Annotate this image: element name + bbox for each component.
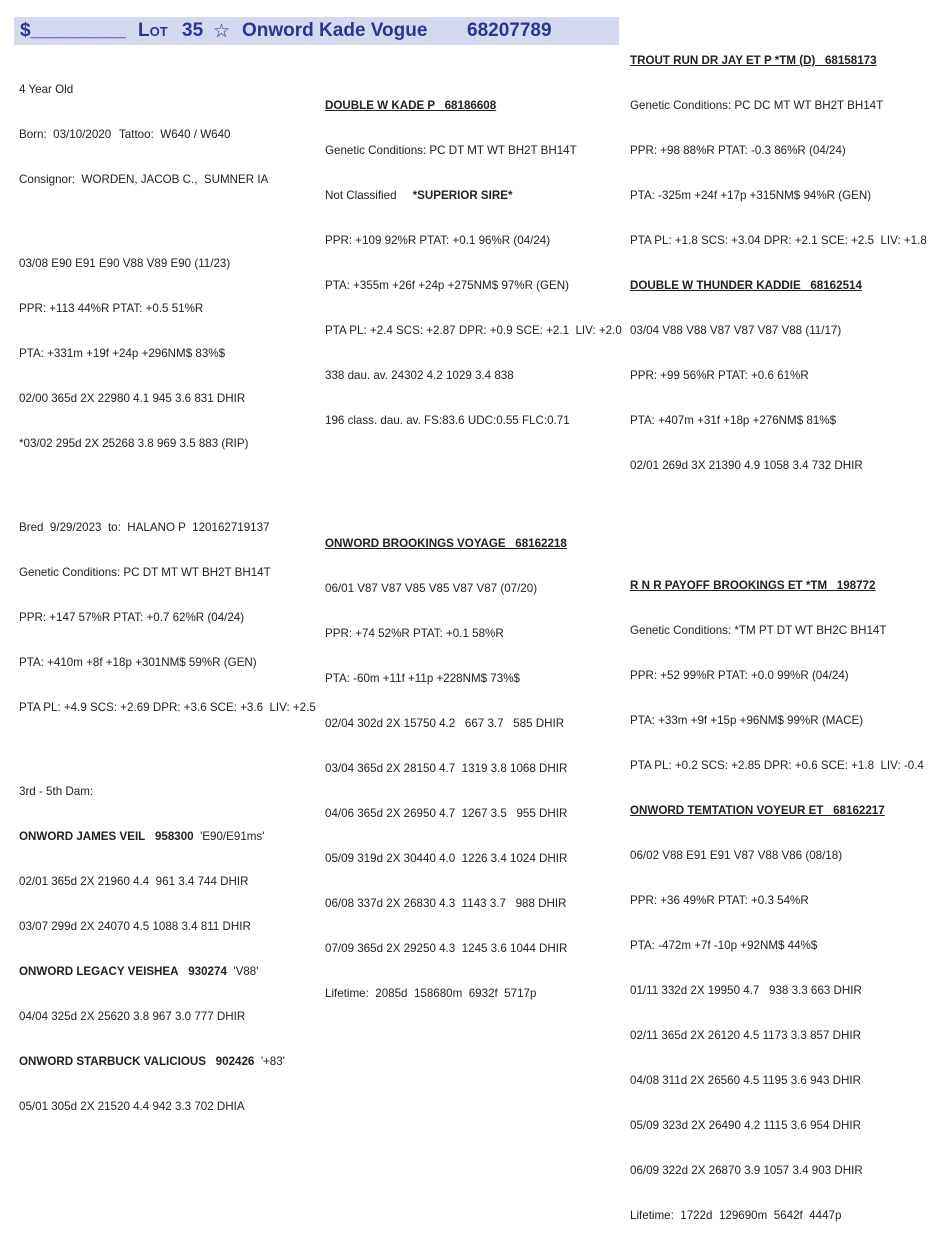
animal-column — [19, 52, 316, 1129]
dam-classification: 06/01 V87 V87 V85 V85 V87 V87 (07/20) — [325, 582, 538, 595]
mggd-classification: 06/02 V88 E91 E91 V87 V88 V86 (08/18) — [630, 849, 843, 862]
sire-dam-column — [325, 68, 622, 1016]
production-record: 02/00 365d 2X 22980 4.1 945 3.6 831 DHIR — [19, 392, 246, 405]
dam3-name: ONWORD JAMES VEIL — [19, 830, 146, 843]
production-record: *03/02 295d 2X 25268 3.8 969 3.5 883 (RIP) — [19, 437, 249, 450]
dam-pta: PTA: -60m +11f +11p +228NM$ 73%$ — [325, 672, 520, 685]
mggd-record: 06/09 322d 2X 26870 3.9 1057 3.4 903 DHIR — [630, 1164, 863, 1177]
mgs-name: TROUT RUN DR JAY ET P *TM (D) 68158173 — [630, 54, 877, 67]
dam3-record: 02/01 365d 2X 21960 4.4 961 3.4 744 DHIR — [19, 875, 249, 888]
bred-genetic-conditions: Genetic Conditions: PC DT MT WT BH2T BH14T — [19, 566, 271, 579]
mggs-ppr: PPR: +52 99%R PTAT: +0.0 99%R (04/24) — [630, 669, 849, 682]
mgd-classification: 03/04 V88 V88 V87 V87 V87 V88 (11/17) — [630, 324, 842, 337]
mggd-pta: PTA: -472m +7f -10p +92NM$ 44%$ — [630, 939, 818, 952]
dam-record: 05/09 319d 2X 30440 4.0 1226 3.4 1024 DHIR — [325, 852, 568, 865]
dam-record: 03/04 365d 2X 28150 4.7 1319 3.8 1068 DHIR — [325, 762, 568, 775]
mgs-ppr: PPR: +98 88%R PTAT: -0.3 86%R (04/24) — [630, 144, 846, 157]
mggd-name: ONWORD TEMTATION VOYEUR ET 68162217 — [630, 804, 885, 817]
mggs-genetic-conditions: Genetic Conditions: *TM PT DT WT BH2C BH14T — [630, 624, 887, 637]
dam-record: 07/09 365d 2X 29250 4.3 1245 3.6 1044 DHIR — [325, 942, 568, 955]
mggs-name: R N R PAYOFF BROOKINGS ET *TM 198772 — [630, 579, 876, 592]
dam5-name: ONWORD STARBUCK VALICIOUS — [19, 1055, 206, 1068]
mgs-pta-pl: PTA PL: +1.8 SCS: +3.04 DPR: +2.1 SCE: +2.5 LIV: +1.8 — [630, 234, 927, 247]
dam4-name: ONWORD LEGACY VEISHEA — [19, 965, 179, 978]
dam-ppr: PPR: +74 52%R PTAT: +0.1 58%R — [325, 627, 504, 640]
sire-ppr: PPR: +109 92%R PTAT: +0.1 96%R (04/24) — [325, 234, 551, 247]
mgd-pta: PTA: +407m +31f +18p +276NM$ 81%$ — [630, 414, 837, 427]
mggs-pta: PTA: +33m +9f +15p +96NM$ 99%R (MACE) — [630, 714, 864, 727]
sire-status-line — [325, 188, 622, 203]
mggd-record: 01/11 332d 2X 19950 4.7 938 3.3 663 DHIR — [630, 984, 862, 997]
lot-label: Lot — [138, 20, 168, 41]
registration-number: 68207789 — [467, 20, 552, 41]
consignor: Consignor: WORDEN, JACOB C., SUMNER IA — [19, 173, 269, 186]
dam5-name-line — [19, 1054, 316, 1069]
sire-name: DOUBLE W KADE P 68186608 — [325, 99, 497, 112]
sire-daughters: 338 dau. av. 24302 4.2 1029 3.4 838 — [325, 369, 514, 382]
mggs-pta-pl: PTA PL: +0.2 SCS: +2.85 DPR: +0.6 SCE: +1.8 LIV: -0.4 — [630, 759, 924, 772]
dam-record: 02/04 302d 2X 15750 4.2 667 3.7 585 DHIR — [325, 717, 565, 730]
animal-name: Onword Kade Vogue — [242, 20, 428, 41]
age: 4 Year Old — [19, 83, 74, 96]
dam3-number: 958300 — [154, 830, 194, 843]
classification-line: 03/08 E90 E91 E90 V88 V89 E90 (11/23) — [19, 257, 231, 270]
lot-number: 35 — [182, 20, 204, 41]
dam4-name-line — [19, 964, 316, 979]
superior-sire-badge: *SUPERIOR SIRE* — [412, 189, 513, 202]
maternal-pedigree-column — [630, 23, 927, 1238]
dam3-record: 03/07 299d 2X 24070 4.5 1088 3.4 811 DHIR — [19, 920, 251, 933]
bred-line: Bred 9/29/2023 to: HALANO P 120162719137 — [19, 521, 270, 534]
mgs-pta: PTA: -325m +24f +17p +315NM$ 94%R (GEN) — [630, 189, 872, 202]
ppr-line: PPR: +113 44%R PTAT: +0.5 51%R — [19, 302, 204, 315]
mgd-name: DOUBLE W THUNDER KADDIE 68162514 — [630, 279, 862, 292]
bred-ppr: PPR: +147 57%R PTAT: +0.7 62%R (04/24) — [19, 611, 245, 624]
born-tattoo-line — [19, 127, 316, 142]
price-blank[interactable]: $_________ — [20, 20, 126, 41]
dam3-name-line — [19, 829, 316, 844]
mgd-ppr: PPR: +99 56%R PTAT: +0.6 61%R — [630, 369, 809, 382]
lot-banner — [14, 17, 619, 45]
dam-name: ONWORD BROOKINGS VOYAGE 68162218 — [325, 537, 567, 550]
dam4-record: 04/04 325d 2X 25620 3.8 967 3.0 777 DHIR — [19, 1010, 246, 1023]
mggd-lifetime: Lifetime: 1722d 129690m 5642f 4447p — [630, 1209, 842, 1222]
dam3-score: 'E90/E91ms' — [200, 830, 265, 843]
bred-pta-pl: PTA PL: +4.9 SCS: +2.69 DPR: +3.6 SCE: +3.6 LIV: +2.5 — [19, 701, 316, 714]
dams-heading: 3rd - 5th Dam: — [19, 785, 94, 798]
dam-lifetime: Lifetime: 2085d 158680m 6932f 5717p — [325, 987, 537, 1000]
bred-pta: PTA: +410m +8f +18p +301NM$ 59%R (GEN) — [19, 656, 257, 669]
mgs-genetic-conditions: Genetic Conditions: PC DC MT WT BH2T BH14T — [630, 99, 884, 112]
mggd-record: 04/08 311d 2X 26560 4.5 1195 3.6 943 DHIR — [630, 1074, 861, 1087]
sire-pta: PTA: +355m +26f +24p +275NM$ 97%R (GEN) — [325, 279, 570, 292]
dam4-number: 930274 — [188, 965, 227, 978]
dam5-number: 902426 — [215, 1055, 255, 1068]
not-classified: Not Classified — [325, 189, 397, 202]
mggd-record: 02/11 365d 2X 26120 4.5 1173 3.3 857 DHIR — [630, 1029, 861, 1042]
mggd-record: 05/09 323d 2X 26490 4.2 1115 3.6 954 DHIR — [630, 1119, 861, 1132]
dam5-record: 05/01 305d 2X 21520 4.4 942 3.3 702 DHIA — [19, 1100, 245, 1113]
sire-pta-pl: PTA PL: +2.4 SCS: +2.87 DPR: +0.9 SCE: +2.1 LIV: +2.0 — [325, 324, 622, 337]
tattoo: Tattoo: W640 / W640 — [119, 128, 231, 141]
star-icon: ☆ — [213, 21, 231, 42]
mgd-record: 02/01 269d 3X 21390 4.9 1058 3.4 732 DHIR — [630, 459, 863, 472]
born-date: Born: 03/10/2020 — [19, 128, 112, 141]
sire-classified-daughters: 196 class. dau. av. FS:83.6 UDC:0.55 FLC:0.71 — [325, 414, 570, 427]
dam-record: 04/06 365d 2X 26950 4.7 1267 3.5 955 DHIR — [325, 807, 568, 820]
dam4-score: 'V88' — [233, 965, 259, 978]
pta-line: PTA: +331m +19f +24p +296NM$ 83%$ — [19, 347, 226, 360]
dam-record: 06/08 337d 2X 26830 4.3 1143 3.7 988 DHIR — [325, 897, 567, 910]
sire-genetic-conditions: Genetic Conditions: PC DT MT WT BH2T BH14T — [325, 144, 577, 157]
mggd-ppr: PPR: +36 49%R PTAT: +0.3 54%R — [630, 894, 809, 907]
dam5-score: '+83' — [260, 1055, 285, 1068]
